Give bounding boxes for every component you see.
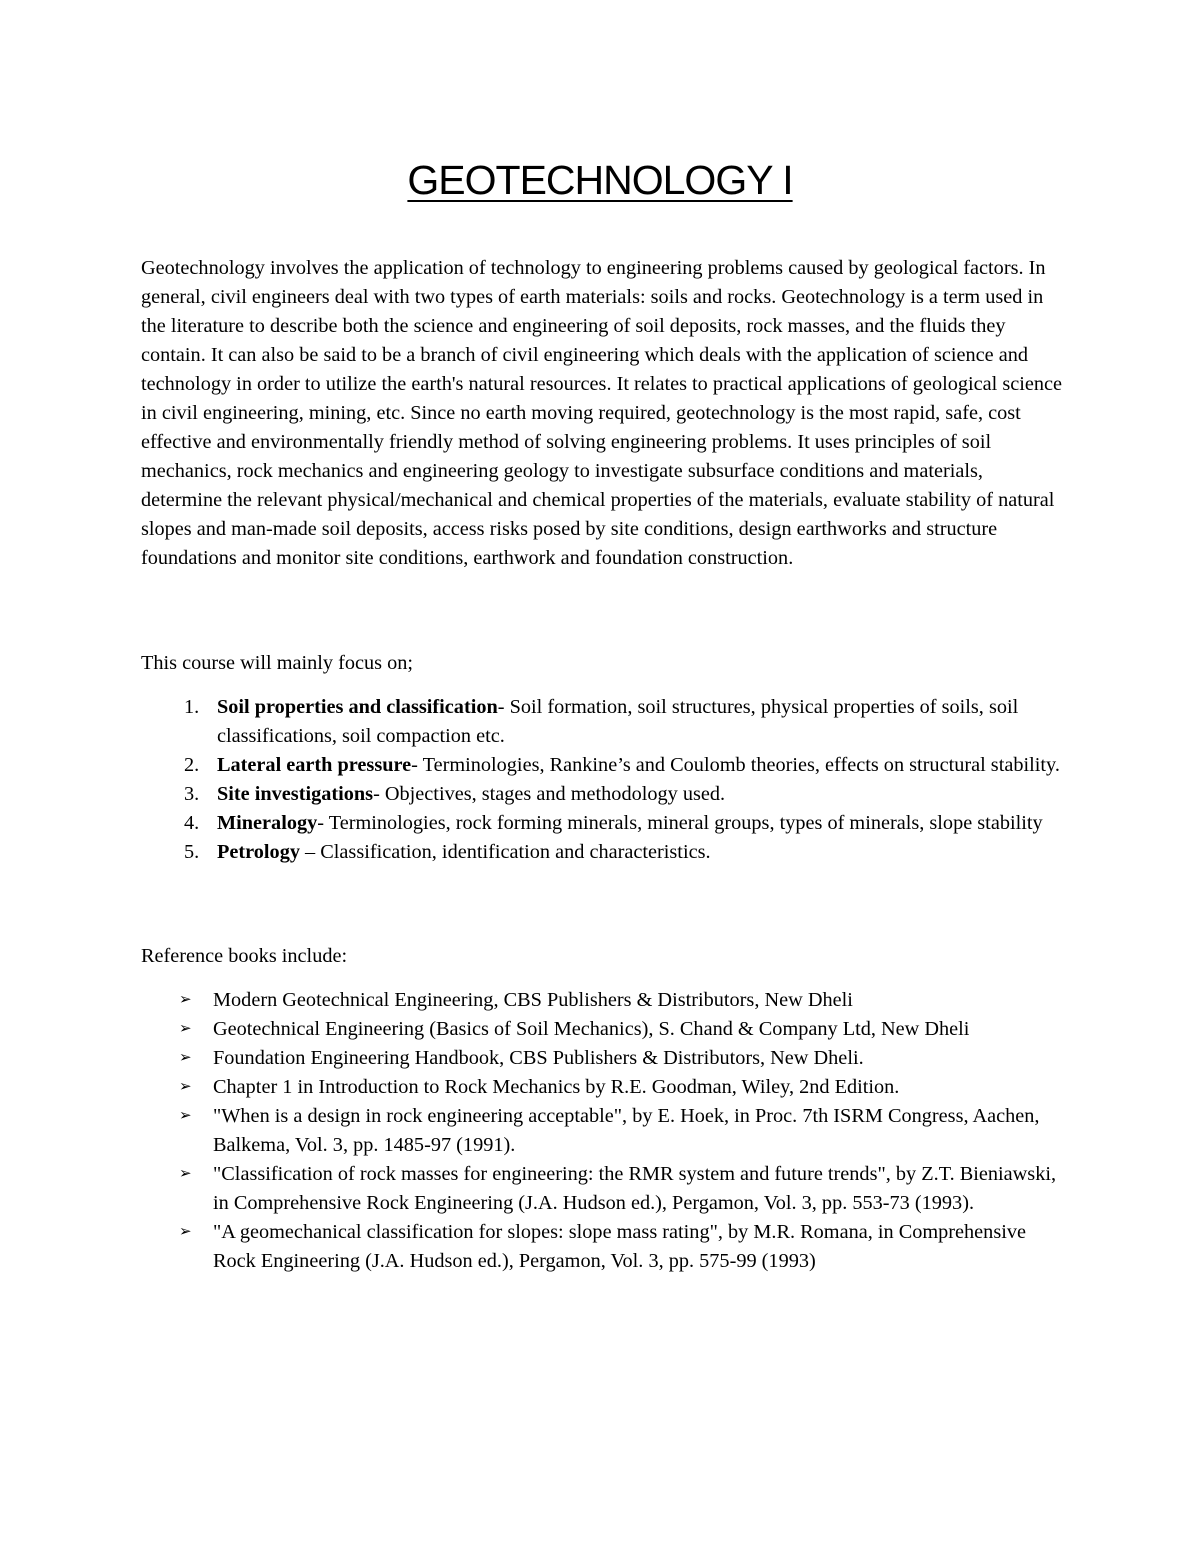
reference-text: Geotechnical Engineering (Basics of Soil Mechanics), S. Chand & Company Ltd, New Dheli: [213, 1018, 970, 1040]
arrow-bullet-icon: ➢: [179, 1050, 192, 1066]
focus-item-text: - Soil formation, soil structures, physical properties of soils, soil classifications, soil compaction etc.: [217, 696, 1019, 747]
focus-item-heading: Lateral earth pressure: [217, 754, 412, 776]
focus-item-heading: Site investigations: [217, 783, 374, 805]
arrow-bullet-icon: ➢: [179, 1108, 192, 1124]
focus-lead-text: This course will mainly focus on;: [141, 652, 414, 674]
references-list: [141, 986, 1066, 1276]
reference-text: Foundation Engineering Handbook, CBS Publishers & Distributors, New Dheli.: [213, 1047, 864, 1069]
reference-item: [141, 1015, 1066, 1044]
page-title-text: GEOTECHNOLOGY I: [407, 157, 793, 203]
focus-item: [141, 751, 1066, 780]
focus-item-heading: Mineralogy: [217, 812, 318, 834]
arrow-bullet-icon: ➢: [179, 992, 192, 1008]
focus-item-number: 2.: [184, 754, 200, 776]
focus-item-text: - Terminologies, rock forming minerals, mineral groups, types of minerals, slope stability: [317, 812, 1043, 834]
intro-paragraph: Geotechnology involves the application of technology to engineering problems caused by geological factors. In general, civil engineers deal with two types of earth materials: soils and rocks. Geotechnology is a term used in the literature to describe both the science and engineering of soil deposits, rock masses, and the fluids they contain. It can also be said to be a branch of civil engineering which deals with the application of science and technology in order to utilize the earth's natural resources. It relates to practical applications of geological science in civil engineering, mining, etc. Since no earth moving required, geotechnology is the most rapid, safe, cost effective and environmentally friendly method of solving engineering problems. It uses principles of soil mechanics, rock mechanics and engineering geology to investigate subsurface conditions and materials, determine the relevant physical/mechanical and chemical properties of the materials, evaluate stability of natural slopes and man-made soil deposits, access risks posed by site conditions, design earthworks and structure foundations and monitor site conditions, earthwork and foundation construction.: [141, 257, 1063, 569]
reference-text: Chapter 1 in Introduction to Rock Mechanics by R.E. Goodman, Wiley, 2nd Edition.: [213, 1076, 900, 1098]
focus-item: [141, 693, 1066, 751]
references-lead-text: Reference books include:: [141, 945, 348, 967]
reference-text: "Classification of rock masses for engineering: the RMR system and future trends", by Z.T. Bieniawski, in Comprehensive Rock Engineering (J.A. Hudson ed.), Pergamon, Vol. 3, pp. 553-73 (1993).: [213, 1163, 1057, 1214]
focus-item: [141, 780, 1066, 809]
arrow-bullet-icon: ➢: [179, 1021, 192, 1037]
focus-item-number: 4.: [184, 812, 200, 834]
focus-item-heading: Soil properties and classification: [217, 696, 498, 718]
reference-item: [141, 1073, 1066, 1102]
focus-list: [141, 693, 1066, 867]
arrow-bullet-icon: ➢: [179, 1079, 192, 1095]
reference-item: [141, 1218, 1066, 1276]
arrow-bullet-icon: ➢: [179, 1166, 192, 1182]
page-title: [0, 150, 1200, 210]
reference-item: [141, 986, 1066, 1015]
focus-item-text: – Classification, identification and characteristics.: [299, 841, 711, 863]
reference-text: "When is a design in rock engineering acceptable", by E. Hoek, in Proc. 7th ISRM Congress, Aachen, Balkema, Vol. 3, pp. 1485-97 (1991).: [213, 1105, 1040, 1156]
arrow-bullet-icon: ➢: [179, 1224, 192, 1240]
focus-item-number: 1.: [184, 696, 200, 718]
reference-item: [141, 1102, 1066, 1160]
focus-item-heading: Petrology: [217, 841, 300, 863]
focus-item-text: - Objectives, stages and methodology used.: [373, 783, 726, 805]
reference-item: [141, 1160, 1066, 1218]
reference-item: [141, 1044, 1066, 1073]
reference-text: Modern Geotechnical Engineering, CBS Publishers & Distributors, New Dheli: [213, 989, 853, 1011]
focus-item-text: - Terminologies, Rankine’s and Coulomb theories, effects on structural stability.: [411, 754, 1060, 776]
focus-item-number: 5.: [184, 841, 200, 863]
focus-item: [141, 809, 1066, 838]
reference-text: "A geomechanical classification for slopes: slope mass rating", by M.R. Romana, in Comprehensive Rock Engineering (J.A. Hudson ed.), Pergamon, Vol. 3, pp. 575-99 (1993): [213, 1221, 1026, 1272]
focus-item: [141, 838, 1066, 867]
focus-item-number: 3.: [184, 783, 200, 805]
